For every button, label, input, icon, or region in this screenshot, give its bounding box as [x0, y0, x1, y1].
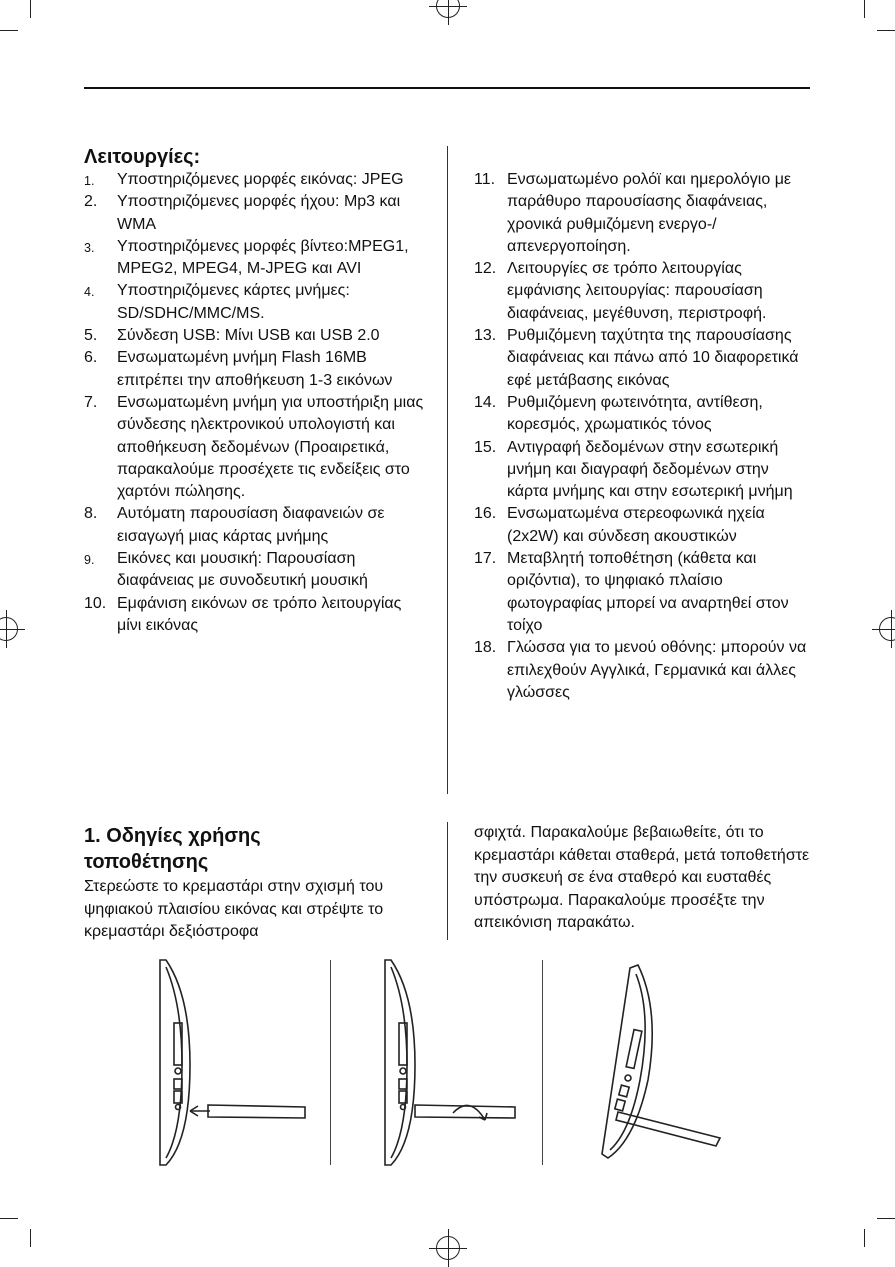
list-item: 18. Γλώσσα για το μενού οθόνης: μπορούν να επιλεχθούν Αγγλικά, Γερμανικά και άλλες γλώσσες	[474, 639, 807, 701]
frame-stand-illustration-3	[590, 960, 740, 1170]
crop-mark	[0, 1218, 18, 1219]
list-item: 5. Σύνδεση USB: Μίνι USB και USB 2.0	[84, 327, 380, 345]
crop-mark	[864, 0, 865, 18]
list-item: 2. Υποστηριζόμενες μορφές ήχου: Mp3 και WMA	[84, 193, 401, 233]
list-item: 11. Ενσωματωμένο ρολόϊ και ημερολόγιο με παράθυρο παρουσίασης διαφάνειας, χρονικά ρυθμιζόμενη ενεργο-/απενεργοποίηση.	[474, 171, 792, 255]
installation-text-right: σφιχτά. Παρακαλούμε βεβαιωθείτε, ότι το κρεμαστάρι κάθεται σταθερά, μετά τοποθετήστε την συσκευή σε ένα σταθερό και ευσταθές υπόστρωμα. Παρακαλούμε προσέξτε την απεικόνιση παρακάτω.	[474, 824, 810, 931]
list-item: 1. Υποστηριζόμενες μορφές εικόνας: JPEG	[84, 171, 404, 188]
list-item: 17. Μεταβλητή τοποθέτηση (κάθετα και οριζόντια), το ψηφιακό πλαίσιο φωτογραφίας μπορεί να αναρτηθεί στον τοίχο	[474, 550, 789, 634]
frame-stand-illustration-2	[375, 955, 540, 1170]
crop-mark	[877, 30, 895, 31]
list-item: 4. Υποστηριζόμενες κάρτες μνήμες: SD/SDHC/MMC/MS.	[84, 282, 350, 322]
installation-text-left: Στερεώστε το κρεμαστάρι στην σχισμή του ψηφιακού πλαισίου εικόνας και στρέψτε το κρεμαστάρι δεξιόστροφα	[84, 878, 384, 940]
list-item: 3. Υποστηριζόμενες μορφές βίντεο:MPEG1, MPEG2, MPEG4, M-JPEG και AVI	[84, 237, 409, 278]
registration-mark-icon	[436, 1236, 460, 1260]
features-list-right	[474, 169, 810, 704]
list-item: 8. Αυτόματη παρουσίαση διαφανειών σε εισαγωγή μιας κάρτας μνήμης	[84, 505, 385, 545]
illustration-divider	[330, 960, 331, 1165]
header-rule	[84, 87, 810, 89]
frame-stand-illustration-1	[150, 955, 325, 1170]
list-item: 14. Ρυθμιζόμενη φωτεινότητα, αντίθεση, κορεσμός, χρωματικός τόνος	[474, 393, 763, 434]
list-item: 9. Εικόνες και μουσική: Παρουσίαση διαφάνειας με συνοδευτική μουσική	[84, 550, 368, 590]
crop-mark	[864, 1229, 865, 1247]
registration-mark-icon	[436, 0, 460, 18]
crop-mark	[30, 1229, 31, 1247]
registration-mark-icon	[879, 617, 895, 641]
features-title: Λειτουργίες:	[84, 146, 201, 168]
crop-mark	[0, 30, 18, 31]
installation-title: 1. Οδηγίες χρήσης τοποθέτησης	[84, 825, 261, 873]
column-divider	[447, 822, 448, 940]
crop-mark	[877, 1218, 895, 1219]
list-item: 16. Ενσωματωμένα στερεοφωνικά ηχεία (2x2W) και σύνδεση ακουστικών	[474, 505, 765, 545]
list-item: 13. Ρυθμιζόμενη ταχύτητα της παρουσίασης διαφάνειας και πάνω από 10 διαφορετικά εφέ μετάβασης εικόνας	[474, 327, 799, 389]
list-item: 6. Ενσωματωμένη μνήμη Flash 16MB επιτρέπει την αποθήκευση 1-3 εικόνων	[84, 349, 393, 389]
crop-mark	[30, 0, 31, 18]
list-item: 12. Λειτουργίες σε τρόπο λειτουργίας εμφάνισης λειτουργίας: παρουσίαση διαφάνειας, μεγέθυνση, περιστροφή.	[474, 260, 767, 322]
illustration-divider	[542, 960, 543, 1165]
list-item: 7. Ενσωματωμένη μνήμη για υποστήριξη μιας σύνδεσης ηλεκτρονικού υπολογιστή και αποθήκευση δεδομένων (Προαιρετικά, παρακαλούμε προσέχετε τις ενδείξεις στο χαρτόνι πώλησης.	[84, 393, 424, 501]
features-list-left	[84, 169, 424, 637]
list-item: 15. Αντιγραφή δεδομένων στην εσωτερική μνήμη και διαγραφή δεδομένων στην κάρτα μνήμης και στην εσωτερική μνήμη	[474, 438, 793, 501]
column-divider	[447, 146, 448, 794]
registration-mark-icon	[0, 617, 18, 641]
list-item: 10. Εμφάνιση εικόνων σε τρόπο λειτουργίας μίνι εικόνας	[84, 594, 402, 634]
